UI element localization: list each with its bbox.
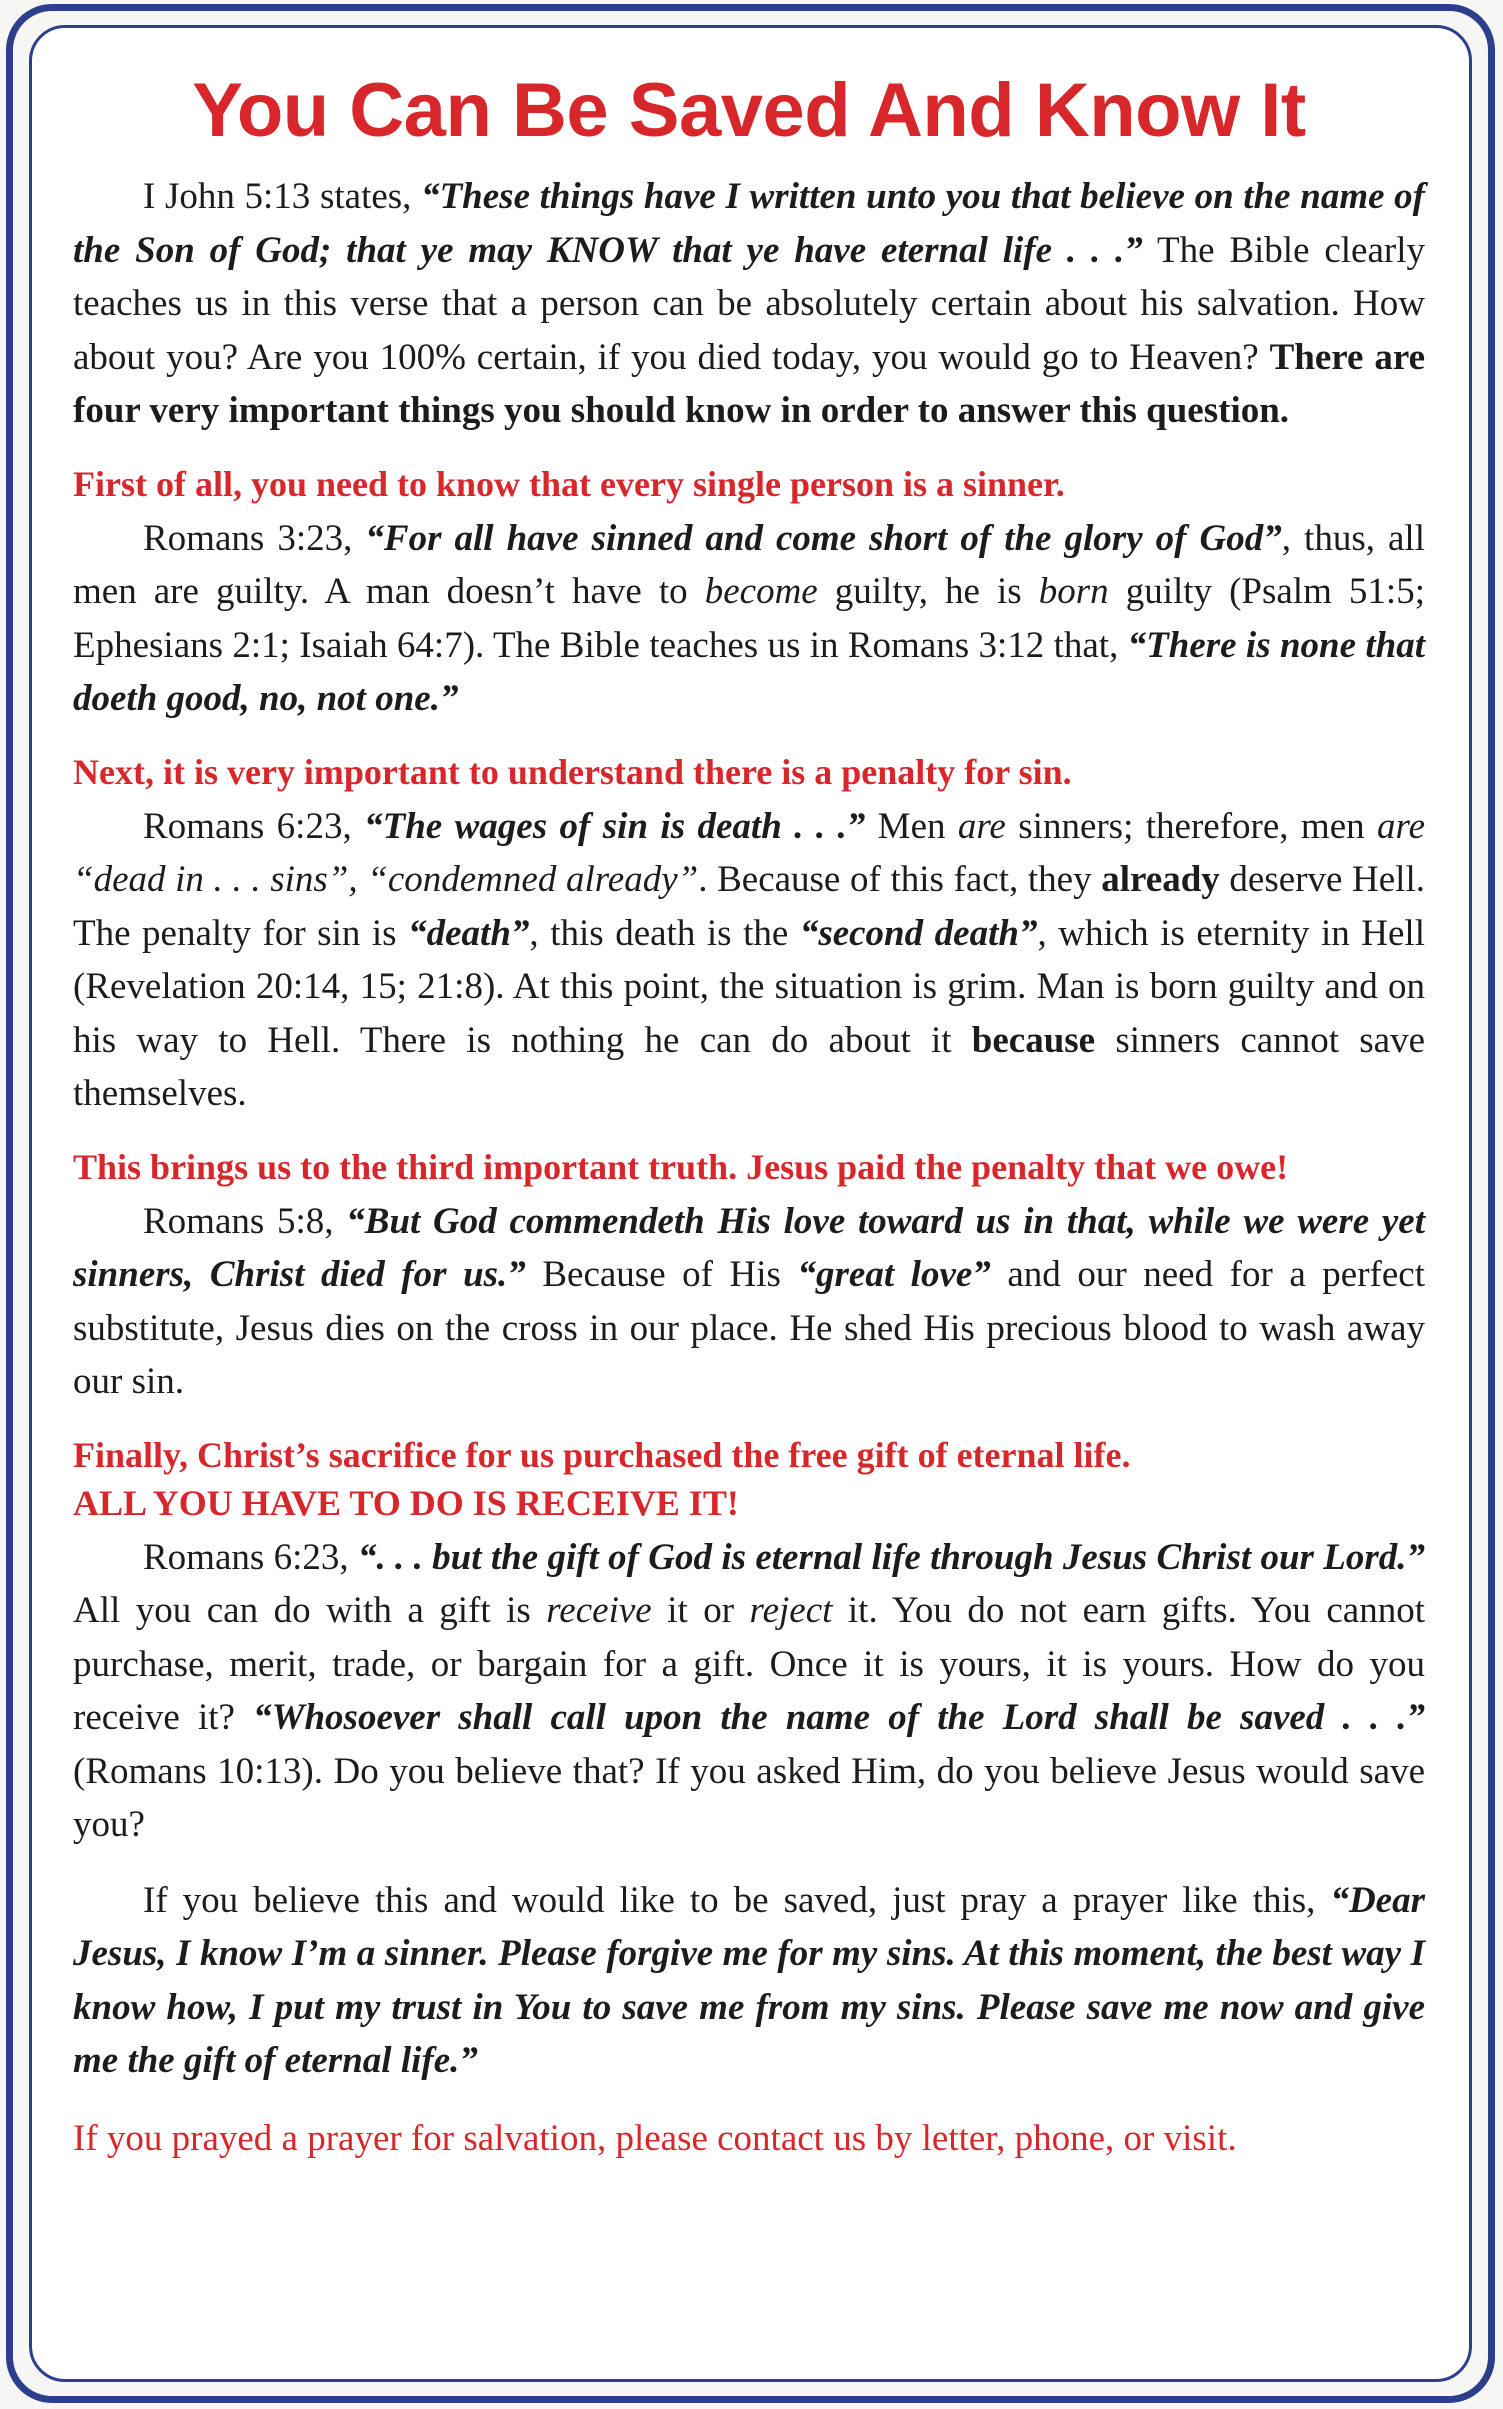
prayer-paragraph: If you believe this and would like to be saved, just pray a prayer like this, “Dear Jesus, I know I’m a sinner. Please forgive me for my sins. At this moment, the best way I know how, I put my trust in You to save me from my sins. Please save me now and give me the gift of eternal life.” [73, 1879, 1425, 2081]
section-heading-sinner: First of all, you need to know that every single person is a sinner. [73, 463, 1065, 504]
prayer-quote: “Dear Jesus, I know I’m a sinner. Please forgive me for my sins. At this moment, the best way I know how, I put my trust in You to save me from my sins. Please save me now and give me the gift of eternal life.” [73, 1879, 1425, 2081]
intro-paragraph: I John 5:13 states, “These things have I written unto you that believe on the name of the Son of God; that ye may KNOW that ye have eternal life . . .” The Bible clearly teaches us in this verse that a person can be absolutely certain about his salvation. How about you? Are you 100% certain, if you died today, you would go to Heaven? There are four very important things you should know in order to answer this question. [73, 176, 1426, 431]
section-heading-free-gift: Finally, Christ’s sacrifice for us purchased the free gift of eternal life. ALL YOU HAVE TO DO IS RECEIVE IT! [73, 1434, 1131, 1523]
scripture-quote: “second death” [799, 912, 1038, 954]
scripture-quote: “great love” [797, 1254, 991, 1295]
scripture-quote: “Whosoever shall call upon the name of the Lord shall be saved . . .” [253, 1697, 1425, 1738]
contact-footer: If you prayed a prayer for salvation, please contact us by letter, phone, or visit. [73, 2117, 1237, 2159]
page-title: You Can Be Saved And Know It [192, 68, 1306, 153]
tract-content [73, 56, 1425, 2165]
section-paragraph-free-gift: Romans 6:23, “. . . but the gift of God is eternal life through Jesus Christ our Lord.” All you can do with a gift is receive it or reject it. You do not earn gifts. You cannot purchase, merit, trade, or bargain for a gift. Once it is yours, it is yours. How do you receive it? “Whosoever shall call upon the name of the Lord shall be saved . . .” (Romans 10:13). Do you believe that? If you asked Him, do you believe Jesus would save you? [73, 1536, 1425, 1845]
section-paragraph-jesus-paid: Romans 5:8, “But God commendeth His love toward us in that, while we were yet sinners, Christ died for us.” Because of His “great love” and our need for a perfect substitute, Jesus dies on the cross in our place. He shed His precious blood to wash away our sin. [73, 1200, 1425, 1402]
scripture-quote: “. . . but the gift of God is eternal life through Jesus Christ our Lord.” [357, 1536, 1425, 1578]
scripture-quote: “For all have sinned and come short of the glory of God” [365, 517, 1282, 559]
emphasis-text: There are four very important things you should know in order to answer this question. [73, 336, 1426, 431]
scripture-quote: “These things have I written unto you that believe on the name of the Son of God; that ye may KNOW that ye have eternal life . . .” [73, 176, 1425, 271]
scripture-quote: “death” [408, 912, 530, 954]
section-paragraph-sinner: Romans 3:23, “For all have sinned and come short of the glory of God”, thus, all men are guilty. A man doesn’t have to become guilty, he is born guilty (Psalm 51:5; Ephesians 2:1; Isaiah 64:7). The Bible teaches us in Romans 3:12 that, “There is none that doeth good, no, not one.” [73, 517, 1425, 719]
scripture-quote: “The wages of sin is death . . .” [364, 805, 866, 847]
section-paragraph-penalty: Romans 6:23, “The wages of sin is death . . .” Men are sinners; therefore, men are “dead in . . . sins”, “condemned already”. Because of this fact, they already deserve Hell. The penalty for sin is “death”, this death is the “second death”, which is eternity in Hell (Revelation 20:14, 15; 21:8). At this point, the situation is grim. Man is born guilty and on his way to Hell. There is nothing he can do about it because sinners cannot save themselves. [73, 805, 1425, 1114]
section-heading-penalty: Next, it is very important to understand there is a penalty for sin. [73, 751, 1072, 792]
scripture-quote: “But God commendeth His love toward us in that, while we were yet sinners, Christ died for us.” [73, 1200, 1425, 1295]
section-heading-jesus-paid: This brings us to the third important truth. Jesus paid the penalty that we owe! [73, 1146, 1289, 1187]
scripture-quote: “There is none that doeth good, no, not one.” [73, 624, 1425, 719]
